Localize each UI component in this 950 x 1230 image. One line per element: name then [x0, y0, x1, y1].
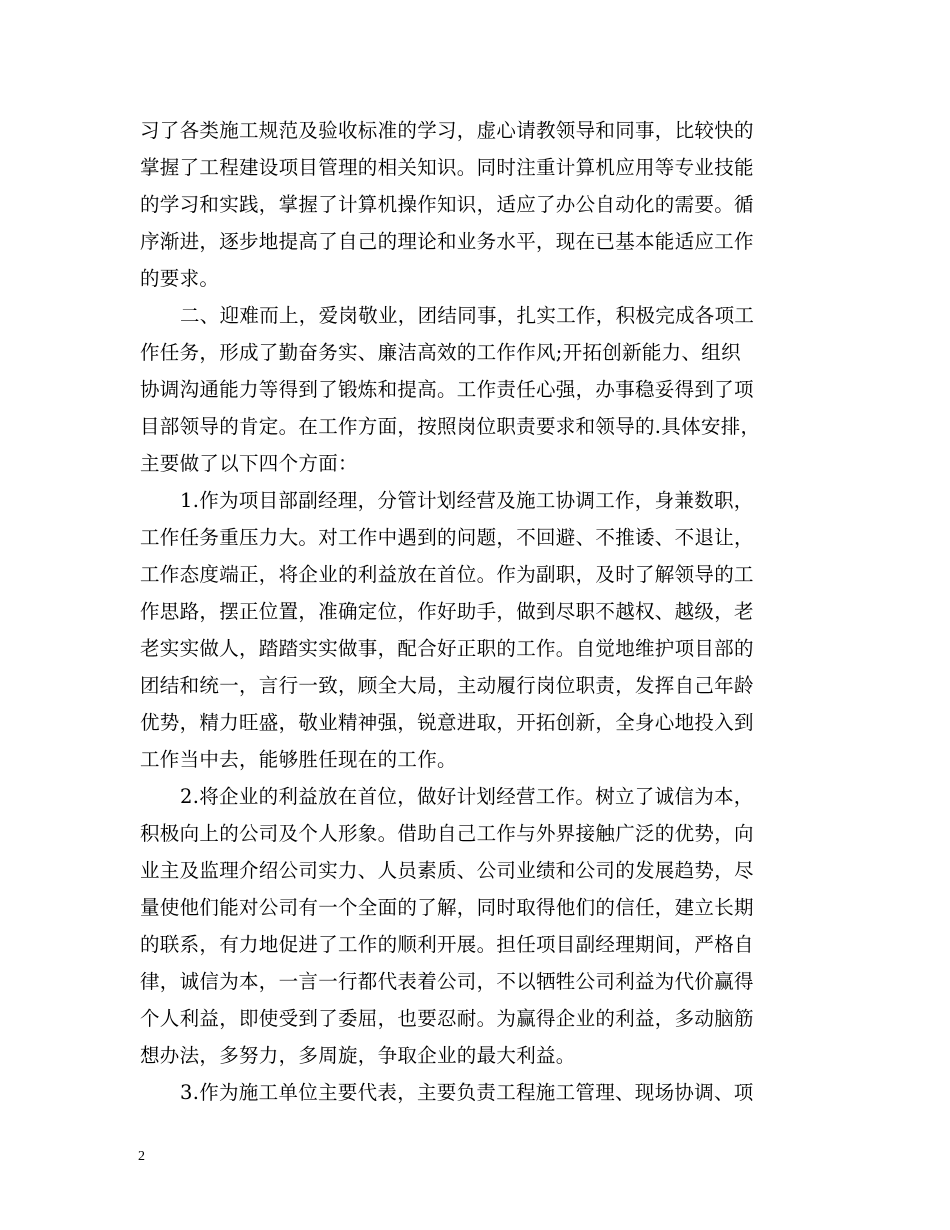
text-line: 掌握了工程建设项目管理的相关知识。同时注重计算机应用等专业技能 — [140, 156, 754, 179]
text-line: 老实实做人，踏踏实实做事，配合好正职的工作。自觉地维护项目部的 — [140, 637, 754, 660]
text-line: 优势，精力旺盛，敬业精神强，锐意进取，开拓创新，全身心地投入到 — [140, 711, 754, 734]
text-line: 积极向上的公司及个人形象。借助自己工作与外界接触广泛的优势，向 — [140, 822, 754, 845]
text-line: 工作当中去，能够胜任现在的工作。 — [140, 748, 457, 771]
text-line: 量使他们能对公司有一个全面的了解，同时取得他们的信任，建立长期 — [140, 896, 754, 919]
text-line: 的联系，有力地促进了工作的顺利开展。担任项目副经理期间，严格自 — [140, 933, 754, 956]
body-text — [140, 112, 820, 1111]
text-line: 律，诚信为本，一言一行都代表着公司，不以牺牲公司利益为代价赢得 — [140, 970, 754, 993]
text-line: 目部领导的肯定。在工作方面，按照岗位职责要求和领导的.具体安排， — [140, 415, 761, 438]
text-line: 二、迎难而上，爱岗敬业，团结同事，扎实工作，积极完成各项工 — [180, 304, 755, 327]
text-line: 想办法，多努力，多周旋，争取企业的最大利益。 — [140, 1044, 576, 1067]
text-line: 团结和统一，言行一致，顾全大局，主动履行岗位职责，发挥自己年龄 — [140, 674, 754, 697]
text-line: 习了各类施工规范及验收标准的学习，虚心请教领导和同事，比较快的 — [140, 119, 754, 142]
text-line: 工作任务重压力大。对工作中遇到的问题，不回避、不推诿、不退让， — [140, 526, 754, 549]
text-line: 协调沟通能力等得到了锻炼和提高。工作责任心强，办事稳妥得到了项 — [140, 378, 754, 401]
text-line: 个人利益，即使受到了委屈，也要忍耐。为赢得企业的利益，多动脑筋 — [140, 1007, 754, 1030]
text-line: 的学习和实践，掌握了计算机操作知识，适应了办公自动化的需要。循 — [140, 193, 754, 216]
text-line: 序渐进，逐步地提高了自己的理论和业务水平，现在已基本能适应工作 — [140, 230, 754, 253]
text-line: 作思路，摆正位置，准确定位，作好助手，做到尽职不越权、越级，老 — [140, 600, 754, 623]
text-line: 的要求。 — [140, 267, 220, 290]
text-line: 3.作为施工单位主要代表，主要负责工程施工管理、现场协调、项 — [180, 1081, 754, 1104]
text-line: 1.作为项目部副经理，分管计划经营及施工协调工作，身兼数职， — [180, 489, 754, 512]
text-line: 业主及监理介绍公司实力、人员素质、公司业绩和公司的发展趋势，尽 — [140, 859, 754, 882]
text-line: 工作态度端正，将企业的利益放在首位。作为副职，及时了解领导的工 — [140, 563, 754, 586]
text-line: 作任务，形成了勤奋务实、廉洁高效的工作作风;开拓创新能力、组织 — [140, 341, 741, 364]
text-line: 2.将企业的利益放在首位，做好计划经营工作。树立了诚信为本， — [180, 785, 754, 808]
text-line: 主要做了以下四个方面： — [140, 452, 358, 475]
page-number: 2 — [138, 1149, 145, 1164]
